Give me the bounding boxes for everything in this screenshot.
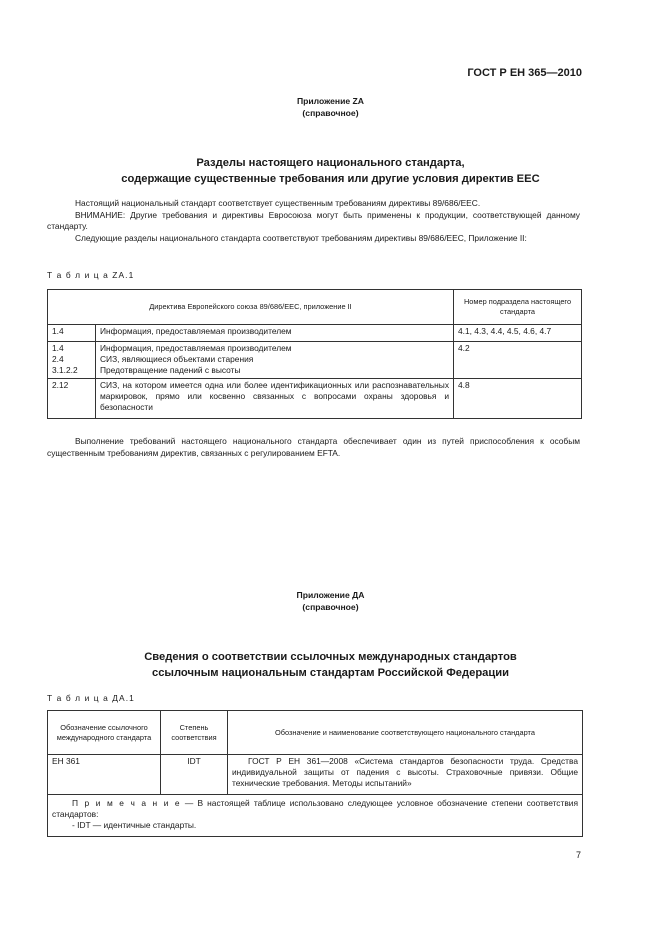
table-da-caption: Т а б л и ц а ДА.1 bbox=[47, 693, 135, 703]
annex-za-intro bbox=[47, 198, 580, 245]
annex-da-title: Приложение ДА bbox=[296, 590, 365, 600]
table-za-header-row bbox=[48, 290, 582, 325]
table-za-text: Информация, предоставляемая производителем СИЗ, являющиеся объектами старения Предотвращение падений с высоты bbox=[96, 342, 454, 379]
table-da-header-row bbox=[48, 711, 583, 755]
table-row bbox=[48, 325, 582, 342]
annex-za-heading-line2: содержащие существенные требования или другие условия директив ЕЕС bbox=[121, 173, 540, 185]
table-row bbox=[48, 755, 583, 795]
table-da-note-item: - IDT — идентичные стандарты. bbox=[72, 820, 197, 830]
document-code: ГОСТ Р ЕН 365—2010 bbox=[467, 67, 582, 79]
table-za-ref: 4.2 bbox=[454, 342, 582, 379]
table-za-ref: 4.1, 4.3, 4.4, 4.5, 4.6, 4.7 bbox=[454, 325, 582, 342]
annex-da-title-block bbox=[0, 589, 661, 613]
table-da-note-label: П р и м е ч а н и е bbox=[72, 798, 181, 808]
page-number: 7 bbox=[575, 850, 581, 860]
table-za-code: 2.12 bbox=[48, 379, 96, 419]
table-da-note-text: — В настоящей таблице использовано следующее условное обозначение степени соответствия стандартов: bbox=[52, 798, 578, 819]
annex-da-heading-line2: ссылочным национальным стандартам Российской Федерации bbox=[151, 667, 510, 679]
table-da-note-line bbox=[52, 798, 578, 820]
annex-da-heading bbox=[0, 649, 661, 681]
annex-za-conclusion bbox=[47, 436, 580, 459]
annex-za-heading bbox=[0, 155, 661, 187]
table-da-col2-header: Степень соответствия bbox=[161, 711, 228, 755]
table-da-note-row bbox=[48, 795, 583, 837]
annex-za-para4: Выполнение требований настоящего национального стандарта обеспечивает один из путей приспособления к особым существенным требованиям директив, связанных с регулированием EFTA. bbox=[47, 436, 580, 458]
table-za bbox=[47, 289, 582, 419]
table-za-code: 1.4 2.4 3.1.2.2 bbox=[48, 342, 96, 379]
table-row bbox=[48, 379, 582, 419]
table-za-text: СИЗ, на котором имеется одна или более идентификационных или распознавательных маркировок, прямо или косвенно связанных с вопросами охраны здоровья и безопасности bbox=[96, 379, 454, 419]
table-row bbox=[48, 342, 582, 379]
table-da bbox=[47, 710, 583, 837]
annex-za-subtitle: (справочное) bbox=[302, 108, 359, 118]
annex-da-subtitle: (справочное) bbox=[302, 602, 359, 612]
table-za-col1-header: Директива Европейского союза 89/686/EEC, приложение II bbox=[48, 290, 454, 325]
annex-za-heading-line1: Разделы настоящего национального стандарта, bbox=[196, 157, 465, 169]
table-za-code: 1.4 bbox=[48, 325, 96, 342]
table-za-caption: Т а б л и ц а ZA.1 bbox=[47, 270, 135, 280]
table-za-ref: 4.8 bbox=[454, 379, 582, 419]
table-da-degree: IDT bbox=[161, 755, 228, 795]
annex-za-para2: ВНИМАНИЕ: Другие требования и директивы Евросоюза могут быть применены к продукции, соответствующей данному стандарту. bbox=[47, 209, 580, 232]
table-da-col3-header: Обозначение и наименование соответствующего национального стандарта bbox=[228, 711, 583, 755]
table-da-national: ГОСТ Р ЕН 361—2008 «Система стандартов безопасности труда. Средства индивидуальной защиты от падения с высоты. Страховочные привязи. Общие технические требования. Методы испытаний» bbox=[228, 755, 583, 795]
table-da-ref-std: ЕН 361 bbox=[48, 755, 161, 795]
table-za-text: Информация, предоставляемая производителем bbox=[96, 325, 454, 342]
annex-za-para1: Настоящий национальный стандарт соответствует существенным требованиям директивы 89/686/EEC. bbox=[75, 198, 481, 208]
annex-za-title-block bbox=[0, 95, 661, 119]
table-da-note bbox=[48, 795, 583, 837]
table-za-col2-header: Номер подраздела настоящего стандарта bbox=[454, 290, 582, 325]
annex-da-heading-line1: Сведения о соответствии ссылочных международных стандартов bbox=[144, 651, 517, 663]
table-da-col1-header: Обозначение ссылочного международного стандарта bbox=[48, 711, 161, 755]
annex-za-para3: Следующие разделы национального стандарта соответствуют требованиям директивы 89/686/EEC, Приложение II: bbox=[75, 233, 527, 244]
annex-za-title: Приложение ZA bbox=[296, 96, 365, 106]
